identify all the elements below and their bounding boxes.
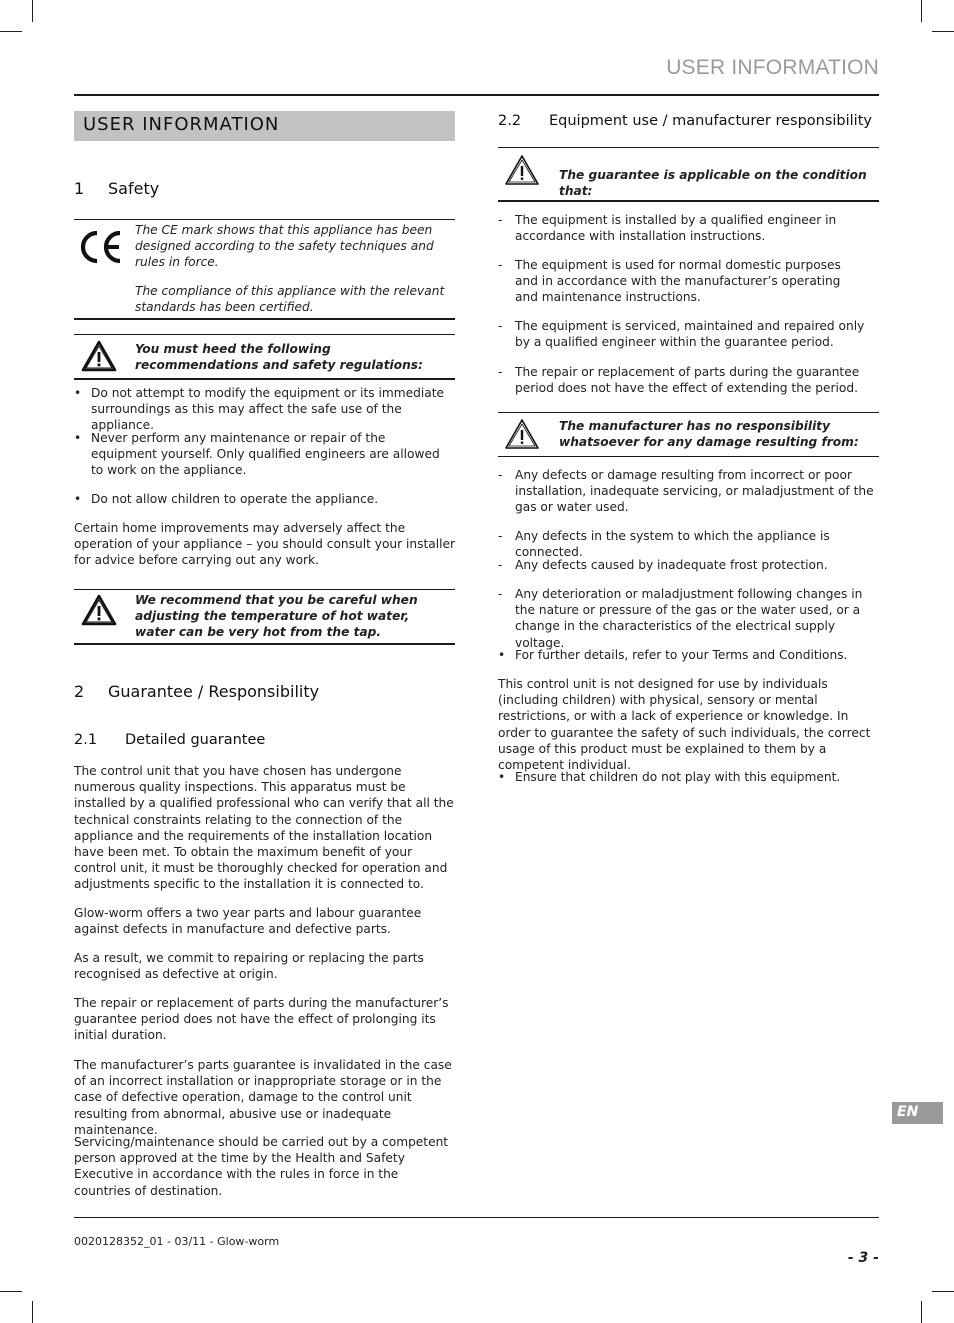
subheading-equipment-use [498,113,872,129]
crop-mark [32,0,33,22]
list-item: - The equipment is used for normal domestic purposes and in accordance with the manufacturer’s operating and maintenance instructions. [498,258,841,305]
list-item: - The equipment is installed by a qualified engineer in accordance with installation instructions. [498,213,837,244]
running-header: USER INFORMATION [666,56,879,79]
liability-note: The manufacturer has no responsibility whatsoever for any damage resulting from: [559,419,859,450]
heading-number: 1 [74,179,85,198]
heading-text: Safety [108,179,160,198]
list-item: - The equipment is serviced, maintained and repaired only by a qualified engineer within the guarantee period. [498,319,865,350]
paragraph: Certain home improvements may adversely affect the operation of your appliance – you should consult your installer for advice before carrying out any work. [74,521,456,568]
list-item: - Any defects or damage resulting from incorrect or poor installation, inadequate servicing, or maladjustment of the gas or water used. [498,468,874,515]
box-rule [74,318,455,320]
warning-icon [80,593,118,627]
paragraph: The control unit that you have chosen has undergone numerous quality inspections. This apparatus must be installed by a qualified professional who can verify that all the technical constraints relating to the connection of the appliance and the requirements of the installation location have been met. To obtain the maximum benefit of your control unit, it must be thoroughly checked for operation and adjustments specific to the installation it is connected to. [74,764,454,892]
box-rule [498,147,879,148]
heading-text: Guarantee / Responsibility [108,682,320,701]
warning-icon [503,417,541,451]
warning-icon [503,153,541,187]
box-rule [498,412,879,413]
paragraph: This control unit is not designed for use by individuals (including children) with physical, sensory or mental restrictions, or with a lack of experience or knowledge. In order to guarantee the safety of such individuals, the correct usage of this product must be explained to them by a competent individual. [498,677,871,773]
list-item: • Ensure that children do not play with this equipment. [498,770,841,784]
list-item: - Any defects in the system to which the appliance is connected. [498,529,830,560]
box-rule [498,200,879,202]
crop-mark [932,1291,954,1292]
crop-mark [932,31,954,32]
list-item: • Never perform any maintenance or repair of the equipment yourself. Only qualified engineers are allowed to work on the appliance. [74,431,440,478]
list-item: • Do not attempt to modify the equipment or its immediate surroundings as this may affect the safe use of the appliance. [74,386,444,433]
list-item: - Any defects caused by inadequate frost protection. [498,558,828,572]
crop-mark [921,1301,922,1323]
footer-rule [74,1217,879,1218]
crop-mark [32,1301,33,1323]
heading-number: 2 [74,682,85,701]
list-item: - Any deterioration or maladjustment following changes in the nature or pressure of the gas or the water used, or a change in the characteristics of the electrical supply voltage. [498,587,863,650]
list-item: • Do not allow children to operate the appliance. [74,492,379,506]
heading-text: Detailed guarantee [125,732,266,748]
heading-guarantee [74,682,319,701]
heading-number: 2.2 [498,113,522,129]
ce-text: The CE mark shows that this appliance has been designed according to the safety techniques and rules in force. [135,223,434,270]
header-rule [74,94,879,96]
ce-text: The compliance of this appliance with the relevant standards has been certified. [135,284,445,315]
section-banner-title: USER INFORMATION [83,114,280,135]
emphasis-term: competent person [74,1135,449,1166]
box-rule [74,643,455,645]
paragraph: Glow-worm offers a two year parts and labour guarantee against defects in manufacture and defective parts. [74,906,422,937]
page-number: - 3 - [847,1250,879,1266]
box-rule [74,219,455,220]
ce-mark-icon [78,229,124,265]
crop-mark [921,0,922,22]
document-code: 0020128352_01 - 03/11 - Glow-worm [74,1235,280,1248]
subheading-detailed-guarantee [74,732,265,748]
language-tab [892,1102,943,1124]
crop-mark [0,31,22,32]
warning-icon [80,339,118,373]
paragraph: The repair or replacement of parts during the manufacturer’s guarantee period does not have the effect of prolonging its initial duration. [74,996,449,1043]
box-rule [74,378,455,380]
box-rule [498,456,879,457]
paragraph: The manufacturer’s parts guarantee is invalidated in the case of an incorrect installation or inappropriate storage or in the case of defective operation, damage to the control unit resulting from abnormal, abusive use or inadequate maintenance. [74,1058,452,1137]
warning-text: We recommend that you be careful when adjusting the temperature of hot water, water can be very hot from the tap. [135,593,418,640]
paragraph: As a result, we commit to repairing or replacing the parts recognised as defective at origin. [74,951,424,982]
paragraph: Servicing/maintenance should be carried out by a competent person approved at the time by the Health and Safety Executive in accordance with the rules in force in the countries of destination. [74,1135,449,1198]
crop-mark [0,1291,22,1292]
box-rule [74,589,455,590]
brand-name: Glow-worm [74,906,143,920]
section-banner [74,111,455,141]
box-rule [74,334,455,335]
list-item: • For further details, refer to your Terms and Conditions. [498,648,848,662]
warning-text: You must heed the following recommendations and safety regulations: [135,342,423,373]
language-code: EN [897,1104,919,1120]
list-item: - The repair or replacement of parts during the guarantee period does not have the effect of extending the period. [498,365,860,396]
heading-text: Equipment use / manufacturer responsibility [549,113,872,129]
condition-note: The guarantee is applicable on the condition that: [559,168,867,199]
heading-safety [74,179,159,198]
heading-number: 2.1 [74,732,98,748]
